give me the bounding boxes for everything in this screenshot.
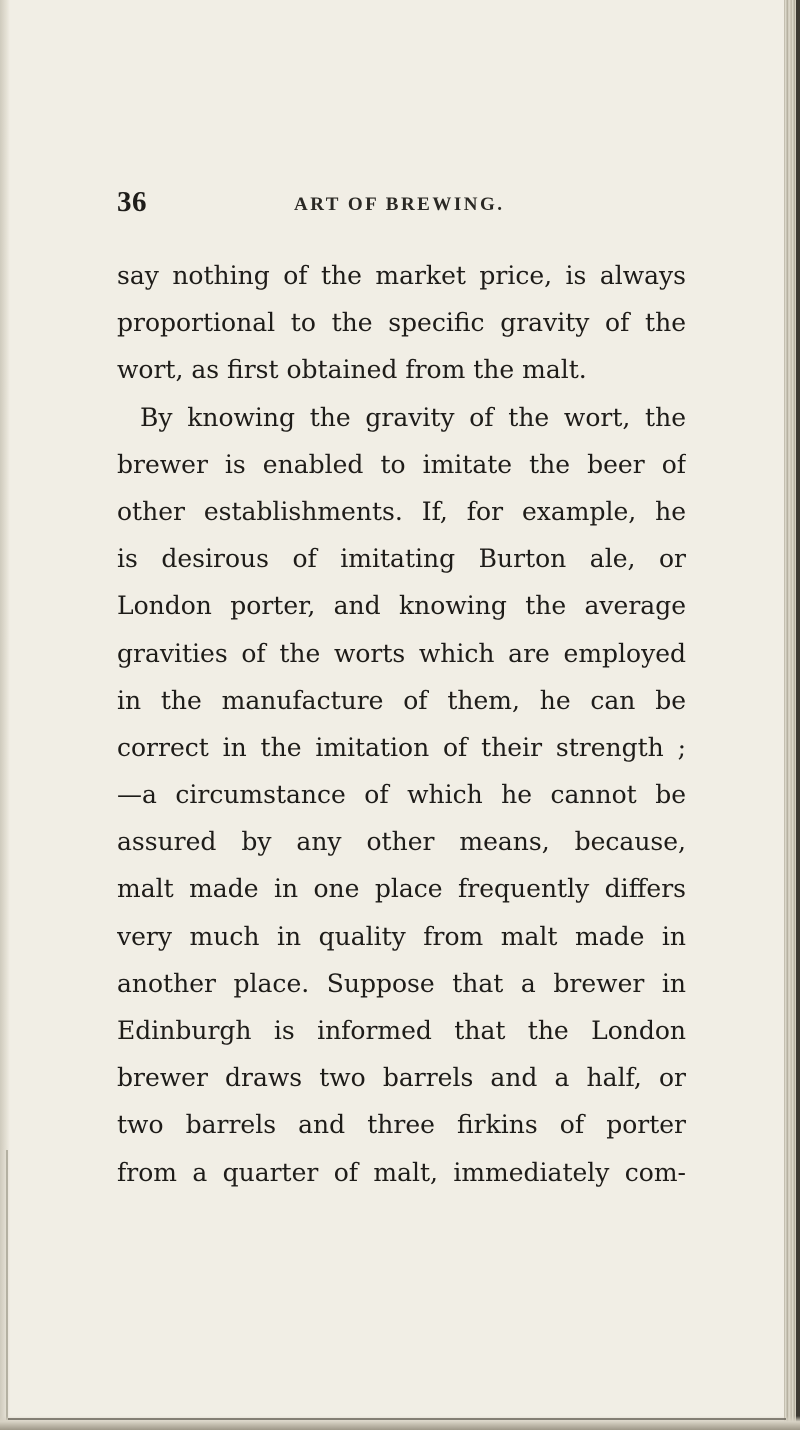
binding-shadow-line (6, 1150, 8, 1420)
text-line: very much in quality from malt made in (117, 921, 686, 951)
text-line: proportional to the specific gravity of the (117, 308, 686, 338)
text-line: gravities of the worts which are employed (117, 638, 686, 668)
text-line: another place. Suppose that a brewer in (117, 968, 686, 998)
text-line: other establishments. If, for example, he (117, 496, 686, 526)
text-line: say nothing of the market price, is always (117, 261, 686, 290)
text-line: Edinburgh is informed that the London (117, 1016, 686, 1045)
bottom-edge-line (8, 1418, 786, 1420)
text-line: London porter, and knowing the average (117, 591, 686, 621)
text-line: malt made in one place frequently differs (117, 874, 686, 904)
body-text (117, 252, 686, 1196)
text-line: from a quarter of malt, immediately com- (117, 1157, 686, 1187)
text-line: in the manufacture of them, he can be (117, 685, 686, 715)
text-line: brewer draws two barrels and a half, or (117, 1063, 686, 1093)
text-line: wort, as first obtained from the malt. (117, 355, 587, 385)
text-line: brewer is enabled to imitate the beer of (117, 449, 686, 479)
text-line: By knowing the gravity of the wort, the (140, 402, 686, 432)
page-number: 36 (117, 186, 147, 218)
text-line: —a circumstance of which he cannot be (117, 780, 686, 810)
text-line: two barrels and three firkins of porter (117, 1110, 686, 1140)
text-line: is desirous of imitating Burton ale, or (117, 544, 686, 574)
text-line: assured by any other means, because, (117, 827, 686, 857)
text-line: correct in the imitation of their strength ; (117, 732, 686, 762)
running-head: ART OF BREWING. (294, 194, 505, 215)
page-header (0, 186, 800, 226)
